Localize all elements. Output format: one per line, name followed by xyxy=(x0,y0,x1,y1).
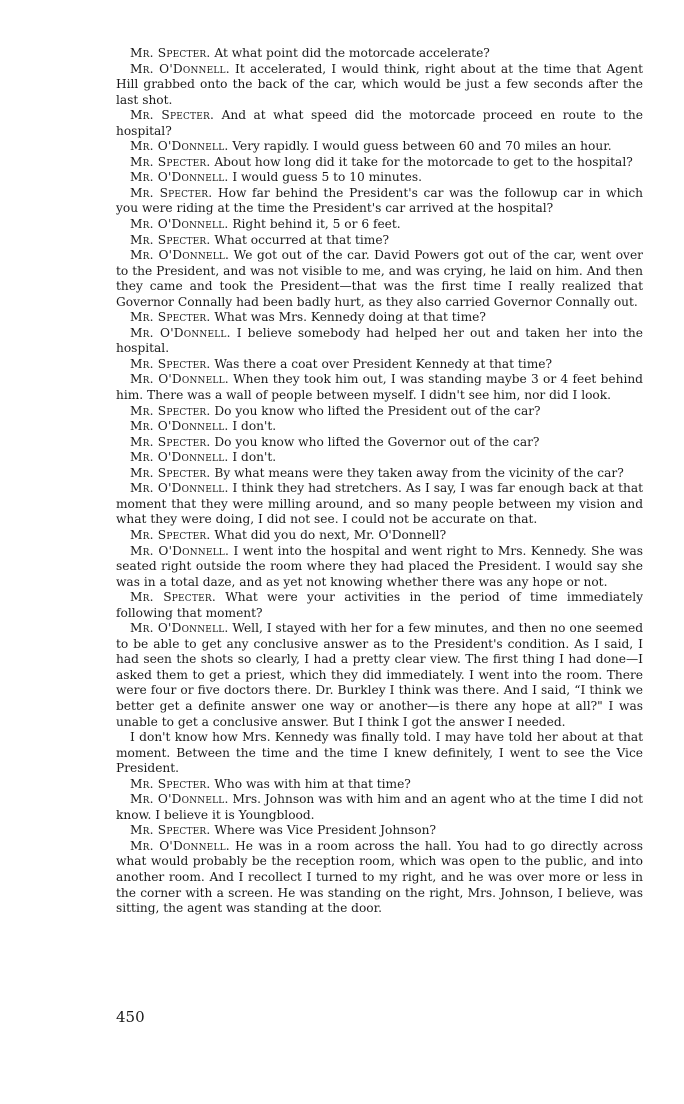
paragraph-text: I would guess 5 to 10 minutes. xyxy=(228,170,422,185)
paragraph xyxy=(116,450,643,466)
speaker: Mr. O'Donnell. xyxy=(130,325,231,340)
paragraph xyxy=(116,139,643,155)
speaker: Mr. Specter. xyxy=(130,232,211,247)
paragraph xyxy=(116,217,643,233)
paragraph xyxy=(116,528,643,544)
speaker: Mr. O'Donnell. xyxy=(130,621,229,636)
paragraph-text: Right behind it, 5 or 6 feet. xyxy=(228,217,401,232)
speaker: Mr. O'Donnell. xyxy=(130,372,229,387)
speaker: Mr. O'Donnell. xyxy=(130,217,229,232)
speaker: Mr. Specter. xyxy=(130,527,211,542)
speaker: Mr. Specter. xyxy=(130,356,211,371)
paragraph-text: We got out of the car. David Powers got out of the car, went over to the President, and was not visible to me, and was crying, he laid on him. And then they came and took the President—that was the first time I really realized that Governor Connally had been badly hurt, as they also carried Governor Connally out. xyxy=(116,248,643,309)
paragraph-text: And at what speed did the motorcade proceed en route to the hospital? xyxy=(116,108,643,138)
paragraph xyxy=(116,155,643,171)
paragraph xyxy=(116,310,643,326)
speaker: Mr. O'Donnell. xyxy=(130,61,230,76)
speaker: Mr. O'Donnell. xyxy=(130,481,229,496)
speaker: Mr. Specter. xyxy=(130,185,213,200)
paragraph xyxy=(116,621,643,730)
paragraph-text: By what means were they taken away from the vicinity of the car? xyxy=(210,465,624,480)
speaker: Mr. Specter. xyxy=(130,590,216,605)
paragraph-text: I don't know how Mrs. Kennedy was finally told. I may have told her about at that moment. Between the time and the time I knew definitely, I went to see the Vice President. xyxy=(116,730,643,776)
paragraph-text: I don't. xyxy=(228,419,277,434)
paragraph-text: I think they had stretchers. As I say, I was far enough back at that moment that they were milling around, and so many people between my vision and what they were doing, I did not see. I could not be accurate on that. xyxy=(116,481,643,527)
paragraph xyxy=(116,823,643,839)
speaker: Mr. O'Donnell. xyxy=(130,419,229,434)
paragraph xyxy=(116,419,643,435)
paragraph-text: I don't. xyxy=(228,450,277,465)
paragraph xyxy=(116,248,643,310)
speaker: Mr. Specter. xyxy=(130,403,211,418)
paragraph xyxy=(116,46,643,62)
speaker: Mr. Specter. xyxy=(130,776,211,791)
paragraph-text: About how long did it take for the motorcade to get to the hospital? xyxy=(210,154,633,169)
paragraph xyxy=(116,466,643,482)
paragraph-text: Mrs. Johnson was with him and an agent who at the time I did not know. I believe it is Youngblood. xyxy=(116,792,643,822)
speaker: Mr. O'Donnell. xyxy=(130,170,229,185)
paragraph-text: I went into the hospital and went right to Mrs. Kennedy. She was seated right outside the room where they had placed the President. I would say she was in a total daze, and as yet not knowing whether there was any hope or not. xyxy=(116,543,643,589)
paragraph-text: Do you know who lifted the President out of the car? xyxy=(210,403,541,418)
paragraph xyxy=(116,404,643,420)
speaker: Mr. Specter. xyxy=(130,46,211,60)
paragraph-text: What were your activities in the period of time immediately following that moment? xyxy=(116,590,643,620)
speaker: Mr. Specter. xyxy=(130,310,211,325)
paragraph xyxy=(116,326,643,357)
speaker: Mr. O'Donnell. xyxy=(130,543,230,558)
paragraph xyxy=(116,372,643,403)
speaker: Mr. O'Donnell. xyxy=(130,450,229,465)
paragraph xyxy=(116,777,643,793)
paragraph xyxy=(116,435,643,451)
paragraph xyxy=(116,170,643,186)
paragraph-text: At what point did the motorcade accelerate? xyxy=(210,46,490,60)
speaker: Mr. O'Donnell. xyxy=(130,838,230,853)
paragraph-text: What did you do next, Mr. O'Donnell? xyxy=(210,527,447,542)
speaker: Mr. Specter. xyxy=(130,108,215,123)
speaker: Mr. O'Donnell. xyxy=(130,792,229,807)
paragraph xyxy=(116,544,643,591)
paragraph xyxy=(116,792,643,823)
speaker: Mr. O'Donnell. xyxy=(130,248,230,263)
paragraph-text: Well, I stayed with her for a few minutes, and then no one seemed to be able to get any conclusive answer as to the President's condition. As I said, I had seen the shots so clearly, I had a pretty clear view. The first thing I had done—I asked them to get a priest, which they did immediately. I went into the room. There were four or five doctors there. Dr. Burkley I think was there. And I said, “I think we better get a definite answer one way or another—is there any hope at all?" I was unable to get a conclusive answer. But I think I got the answer I needed. xyxy=(116,621,643,729)
paragraph xyxy=(116,357,643,373)
paragraph-text: Do you know who lifted the Governor out of the car? xyxy=(210,434,540,449)
paragraph xyxy=(116,62,643,109)
speaker: Mr. O'Donnell. xyxy=(130,139,229,154)
paragraph xyxy=(116,481,643,528)
paragraph-text: It accelerated, I would think, right about at the time that Agent Hill grabbed onto the back of the car, which would be just a few seconds after the last shot. xyxy=(116,61,643,107)
paragraph-text: Very rapidly. I would guess between 60 and 70 miles an hour. xyxy=(228,139,612,154)
speaker: Mr. Specter. xyxy=(130,434,211,449)
paragraph xyxy=(116,186,643,217)
paragraph-text: What occurred at that time? xyxy=(210,232,390,247)
paragraph-text: Who was with him at that time? xyxy=(210,776,411,791)
page-number: 450 xyxy=(116,1008,145,1026)
paragraph xyxy=(116,730,643,777)
paragraph-text: He was in a room across the hall. You had to go directly across what would probably be the reception room, which was open to the public, and into another room. And I recollect I turned to my right, and he was over more or less in the corner with a screen. He was standing on the right, Mrs. Johnson, I believe, was sitting, the agent was standing at the door. xyxy=(116,838,643,916)
paragraph-text: When they took him out, I was standing maybe 3 or 4 feet behind him. There was a wall of people between myself. I didn't see him, nor did I look. xyxy=(116,372,643,403)
paragraph-text: How far behind the President's car was the followup car in which you were riding at the time the President's car arrived at the hospital? xyxy=(116,185,643,216)
paragraph-text: What was Mrs. Kennedy doing at that time? xyxy=(210,310,486,325)
paragraph xyxy=(116,839,643,917)
speaker: Mr. Specter. xyxy=(130,823,211,838)
paragraph xyxy=(116,233,643,249)
paragraph-text: Was there a coat over President Kennedy at that time? xyxy=(210,356,552,371)
paragraph-text: Where was Vice President Johnson? xyxy=(210,823,437,838)
speaker: Mr. Specter. xyxy=(130,465,211,480)
paragraph xyxy=(116,590,643,621)
speaker: Mr. Specter. xyxy=(130,154,211,169)
paragraph xyxy=(116,108,643,139)
testimony-text xyxy=(116,46,643,917)
paragraph-text: I believe somebody had helped her out and taken her into the hospital. xyxy=(116,325,643,356)
